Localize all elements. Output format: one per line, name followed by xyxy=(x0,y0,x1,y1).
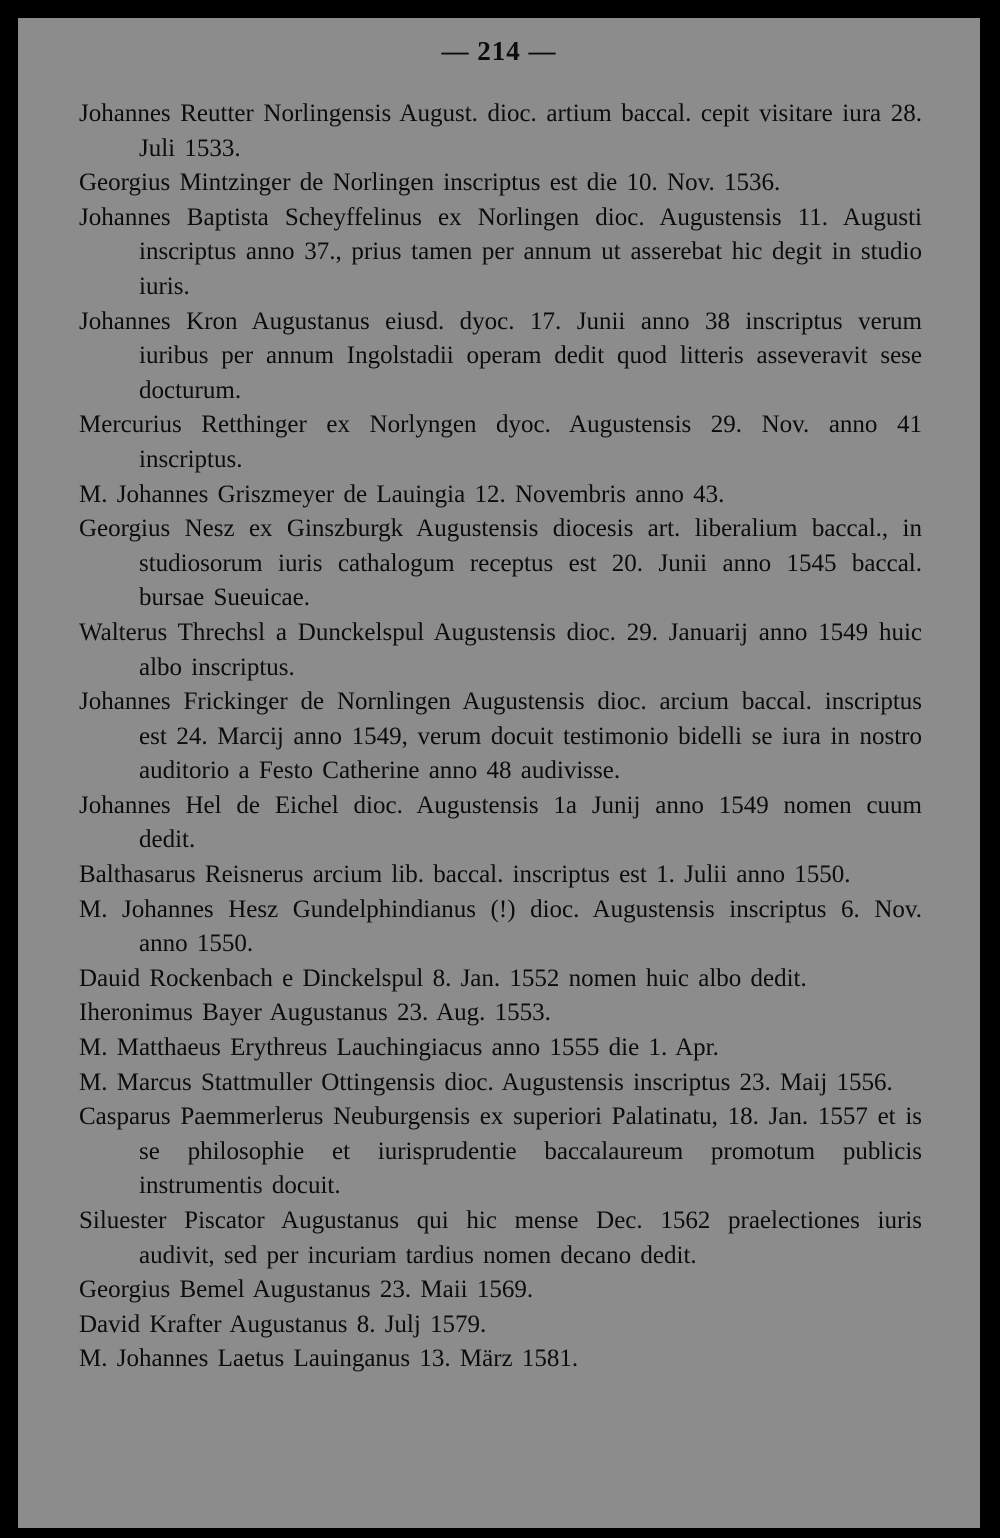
entry: Mercurius Retthinger ex Norlyngen dyoc. Augustensis 29. Nov. anno 41 inscriptus. xyxy=(79,411,922,473)
entry: Balthasarus Reisnerus arcium lib. baccal. inscriptus est 1. Julii anno 1550. xyxy=(79,861,851,889)
entry: David Krafter Augustanus 8. Julj 1579. xyxy=(79,1310,487,1338)
entry: Siluester Piscator Augustanus qui hic mense Dec. 1562 praelectiones iuris audivit, sed per incuriam tardius nomen decano dedit. xyxy=(79,1207,922,1269)
entry: Walterus Threchsl a Dunckelspul Augustensis dioc. 29. Januarij anno 1549 huic albo inscriptus. xyxy=(79,618,922,681)
entry: Georgius Mintzinger de Norlingen inscriptus est die 10. Nov. 1536. xyxy=(79,169,781,197)
entry: Johannes Reutter Norlingensis August. dioc. artium baccal. cepit visitare iura 28. Juli 1533. xyxy=(79,100,922,162)
entry: Georgius Nesz ex Ginszburgk Augustensis diocesis art. liberalium baccal., in studiosorum iuris cathalogum receptus est 20. Junii anno 1545 baccal. bursae Sueuicae. xyxy=(79,515,922,612)
entry: Dauid Rockenbach e Dinckelspul 8. Jan. 1552 nomen huic albo dedit. xyxy=(79,964,807,992)
entry: Johannes Hel de Eichel dioc. Augustensis 1a Junij anno 1549 nomen cuum dedit. xyxy=(79,791,922,854)
entry: Casparus Paemmerlerus Neuburgensis ex superiori Palatinatu, 18. Jan. 1557 et is se philosophie et iurisprudentie baccalaureum promotum publicis instrumentis docuit. xyxy=(79,1103,922,1200)
page-number-header: — 214 — xyxy=(441,36,557,66)
entry: M. Johannes Griszmeyer de Lauingia 12. Novembris anno 43. xyxy=(79,480,725,508)
entry: Johannes Frickinger de Nornlingen Augustensis dioc. arcium baccal. inscriptus est 24. Marcij anno 1549, verum docuit testimonio bidelli se iura in nostro auditorio a Festo Catherine anno 48 audivisse. xyxy=(79,688,922,785)
entry: M. Matthaeus Erythreus Lauchingiacus anno 1555 die 1. Apr. xyxy=(79,1034,719,1062)
entry: Johannes Baptista Scheyffelinus ex Norlingen dioc. Augustensis 11. Augusti inscriptus anno 37., prius tamen per annum ut asserebat hic degit in studio iuris. xyxy=(79,203,922,300)
entry: Johannes Kron Augustanus eiusd. dyoc. 17. Junii anno 38 inscriptus verum iuribus per annum Ingolstadii operam dedit quod litteris asseveravit sese docturum. xyxy=(79,307,922,404)
entry: M. Marcus Stattmuller Ottingensis dioc. Augustensis inscriptus 23. Maij 1556. xyxy=(79,1068,893,1096)
entry: M. Johannes Laetus Lauinganus 13. März 1581. xyxy=(79,1345,579,1373)
entry: M. Johannes Hesz Gundelphindianus (!) dioc. Augustensis inscriptus 6. Nov. anno 1550. xyxy=(79,895,922,958)
entry: Georgius Bemel Augustanus 23. Maii 1569. xyxy=(79,1276,534,1304)
entry: Iheronimus Bayer Augustanus 23. Aug. 1553. xyxy=(79,999,551,1027)
matriculation-entries xyxy=(79,97,922,1377)
document-page xyxy=(18,18,980,1528)
